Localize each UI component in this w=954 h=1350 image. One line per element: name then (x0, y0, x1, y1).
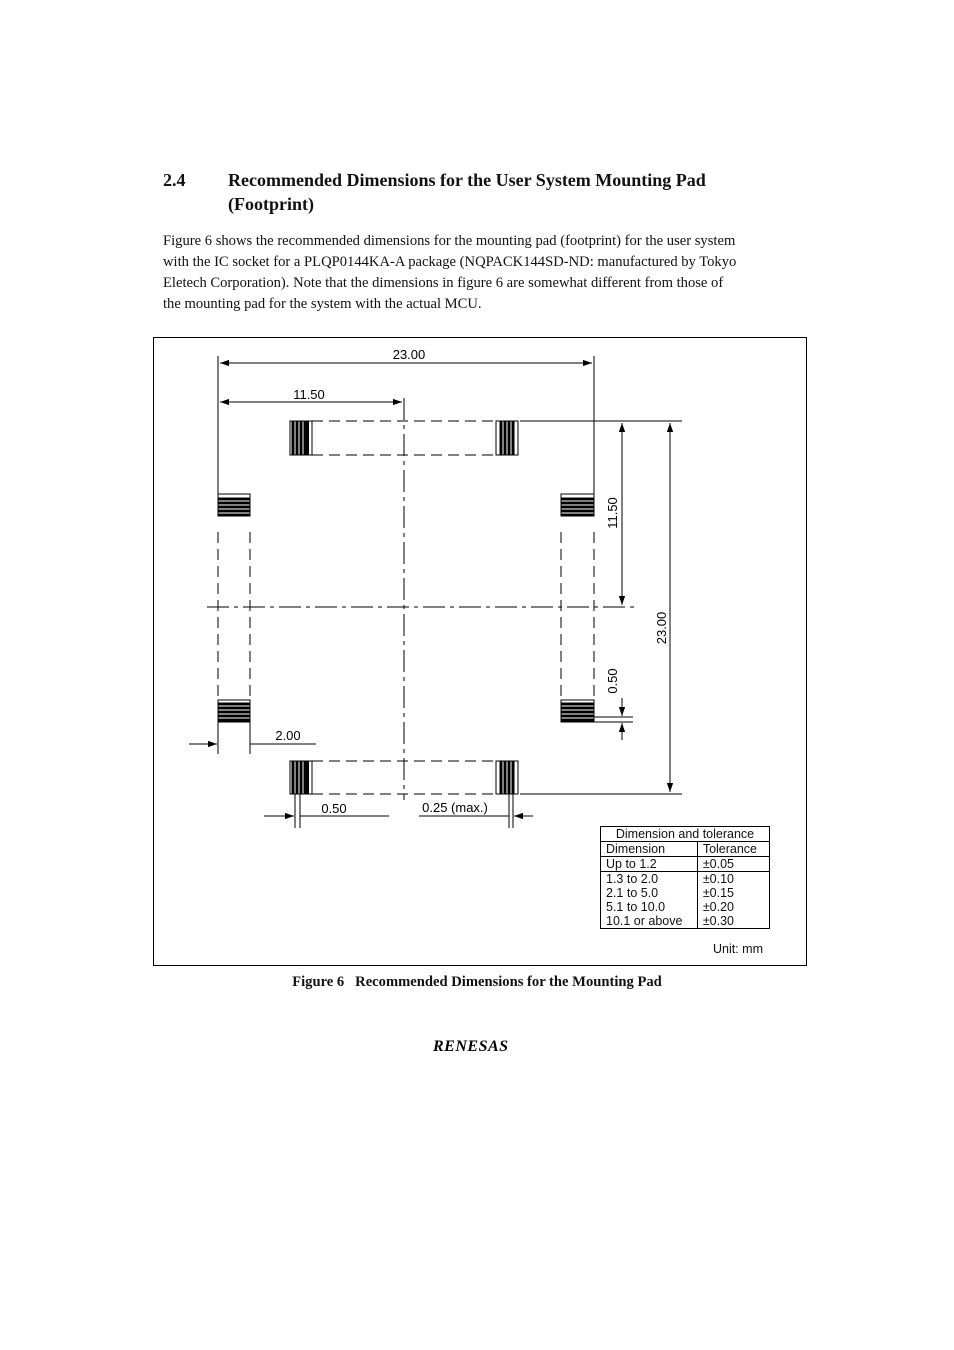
row-dimension: 5.1 to 10.0 (601, 900, 698, 914)
pad-group-top-right (496, 421, 518, 455)
pad-group-left-top (218, 494, 250, 516)
table-row (601, 857, 770, 872)
unit-label: Unit: mm (713, 942, 763, 956)
dim-half-width: 11.50 (293, 387, 325, 402)
row-dimension: 1.3 to 2.0 (601, 872, 698, 887)
pad-group-left-bottom (218, 700, 250, 722)
dim-pad-width-max: 0.25 (max.) (422, 800, 488, 815)
row-tolerance: ±0.20 (697, 900, 769, 914)
dim-pad-pitch-horizontal: 0.50 (321, 801, 347, 816)
pad-group-top-left (290, 421, 312, 455)
tolerance-header-tolerance: Tolerance (697, 842, 769, 857)
dim-total-width: 23.00 (392, 347, 426, 362)
row-dimension: Up to 1.2 (601, 857, 698, 872)
dim-pad-pitch-vertical: 0.50 (605, 668, 620, 694)
row-tolerance: ±0.10 (697, 872, 769, 887)
table-row (601, 914, 770, 929)
figure-caption: Figure 6 Recommended Dimensions for the Mounting Pad (292, 974, 662, 990)
table-row (601, 872, 770, 887)
section-number: 2.4 (163, 170, 186, 190)
renesas-logo (431, 1036, 531, 1054)
tolerance-table (600, 826, 770, 929)
logo-text: RENESAS (433, 1038, 509, 1054)
section-title-line-2: (Footprint) (228, 194, 314, 214)
row-dimension: 2.1 to 5.0 (601, 886, 698, 900)
row-tolerance: ±0.30 (697, 914, 769, 929)
table-row (601, 886, 770, 900)
intro-line-1: Figure 6 shows the recommended dimensions for the mounting pad (footprint) for the user system (163, 233, 736, 249)
row-tolerance: ±0.05 (697, 857, 769, 872)
tolerance-table-caption: Dimension and tolerance (601, 827, 770, 842)
intro-line-3: Eletech Corporation). Note that the dimensions in figure 6 are somewhat different from those of (163, 275, 724, 291)
row-dimension: 10.1 or above (601, 914, 698, 929)
tolerance-header-dimension: Dimension (601, 842, 698, 857)
row-tolerance: ±0.15 (697, 886, 769, 900)
dim-half-height: 11.50 (605, 497, 620, 529)
dim-pad-length: 2.00 (275, 728, 301, 743)
pad-group-right-top (561, 494, 594, 516)
intro-line-2: with the IC socket for a PLQP0144KA-A package (NQPACK144SD-ND: manufactured by Tokyo (163, 254, 737, 270)
dim-total-height: 23.00 (654, 611, 669, 645)
pad-group-bottom-right (496, 761, 518, 794)
section-title-line-1: Recommended Dimensions for the User System Mounting Pad (228, 170, 706, 190)
pad-group-bottom-left (290, 761, 312, 794)
intro-line-4: the mounting pad for the system with the actual MCU. (163, 296, 482, 312)
table-row (601, 900, 770, 914)
pad-group-right-bottom (561, 700, 594, 722)
